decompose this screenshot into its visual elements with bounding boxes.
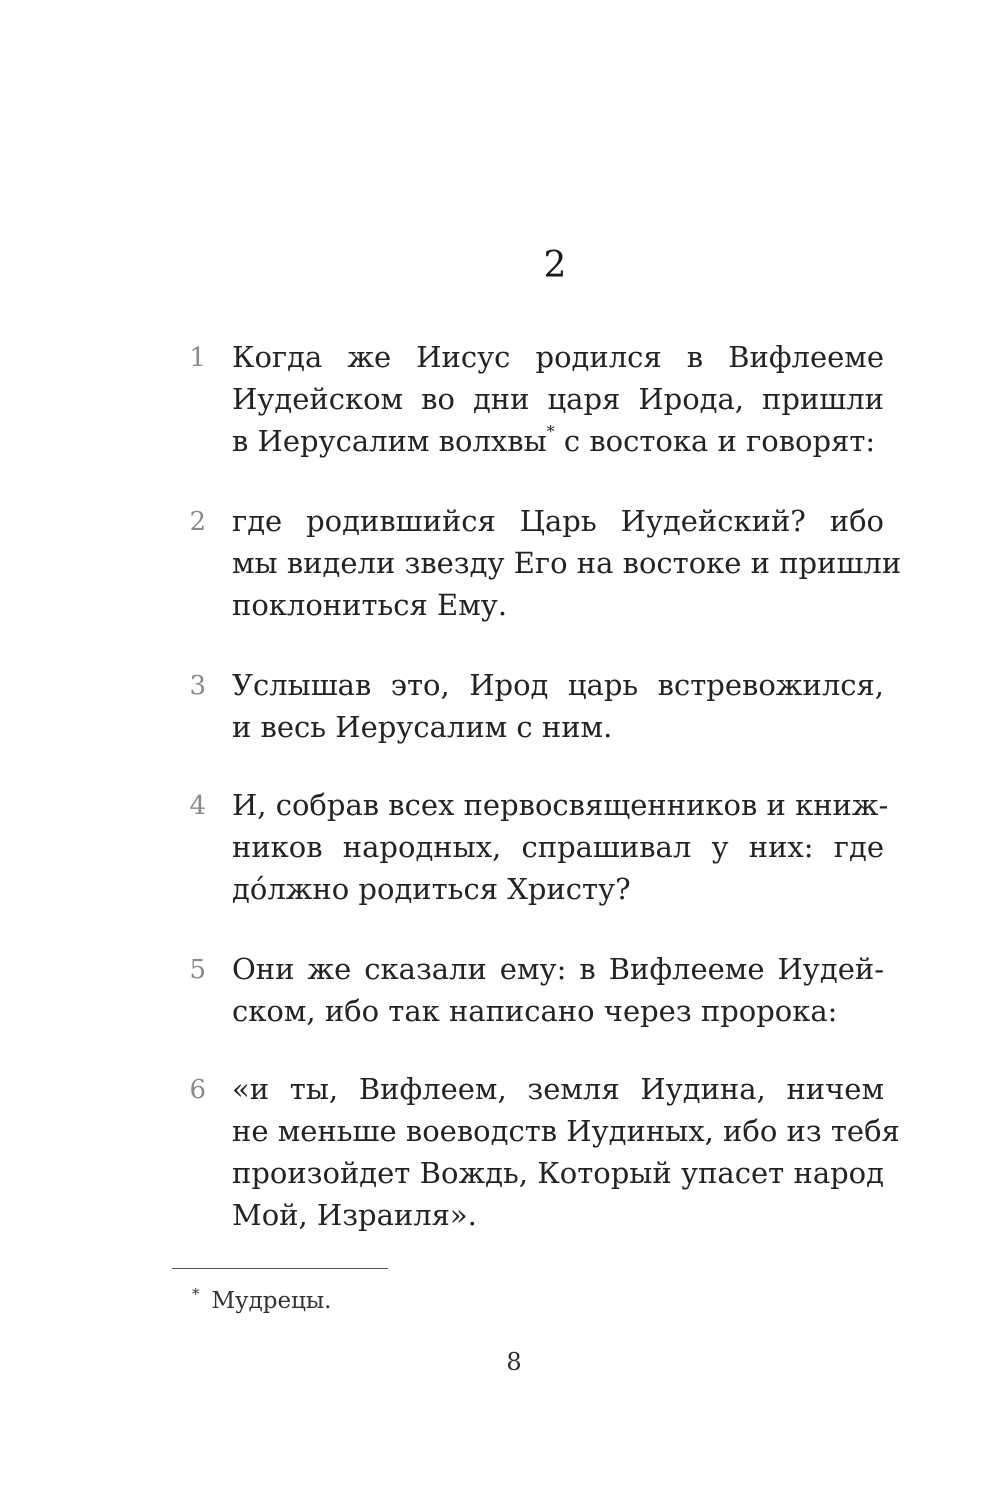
verse-line: не меньше воеводств Иудиных, ибо из тебя: [232, 1114, 900, 1148]
verse-line: и весь Иерусалим с ним.: [232, 710, 613, 744]
verse-number: 4: [189, 791, 206, 821]
verse-line: ников народных, спрашивал у них: где: [232, 830, 884, 864]
verse-line: И, собрав всех первосвященников и книж-: [232, 788, 889, 822]
footnote: [192, 1286, 332, 1316]
verse-line: Иудейском во дни царя Ирода, пришли: [232, 382, 884, 416]
verse-text: [232, 500, 902, 626]
footnote-divider: [172, 1268, 388, 1269]
verse-line: ском, ибо так написано через пророка:: [232, 994, 838, 1028]
verse-text: [232, 784, 889, 910]
verse-line: Когда же Иисус родился в Вифлееме: [232, 340, 884, 374]
verse-number: 5: [189, 955, 206, 985]
verse-text: [232, 948, 884, 1032]
verse-text: [232, 336, 884, 462]
verse-line-part: с востока и говорят:: [563, 424, 876, 458]
verse-line: Они же сказали ему: в Вифлееме Иудей-: [232, 952, 884, 986]
verse-number: 3: [189, 671, 206, 701]
page-number: 8: [506, 1348, 522, 1376]
verse-number: 6: [189, 1075, 206, 1105]
verse-line: Услышав это, Ирод царь встревожился,: [232, 668, 884, 702]
verse-number: 1: [189, 343, 206, 373]
verse-number: 2: [189, 507, 206, 537]
verse-line-part: в Иерусалим волхвы: [232, 424, 547, 458]
verse-line: произойдет Вождь, Который упасет народ: [232, 1156, 884, 1190]
verse-line: поклониться Ему.: [232, 588, 508, 622]
chapter-number: 2: [543, 245, 567, 286]
verse-line: мы видели звезду Его на востоке и пришли: [232, 546, 902, 580]
verse-text: [232, 664, 884, 748]
verse-line: [232, 420, 884, 462]
verse-line: где родившийся Царь Иудейский? ибо: [232, 504, 884, 538]
footnote-reference: *: [546, 422, 555, 441]
verse-line: до́лжно родиться Христу?: [232, 872, 631, 906]
verse-line: «и ты, Вифлеем, земля Иудина, ничем: [232, 1072, 884, 1106]
footnote-mark: *: [192, 1285, 200, 1303]
footnote-text: Мудрецы.: [211, 1288, 332, 1314]
verse-line: Мой, Израиля».: [232, 1198, 477, 1232]
verse-text: [232, 1068, 900, 1236]
